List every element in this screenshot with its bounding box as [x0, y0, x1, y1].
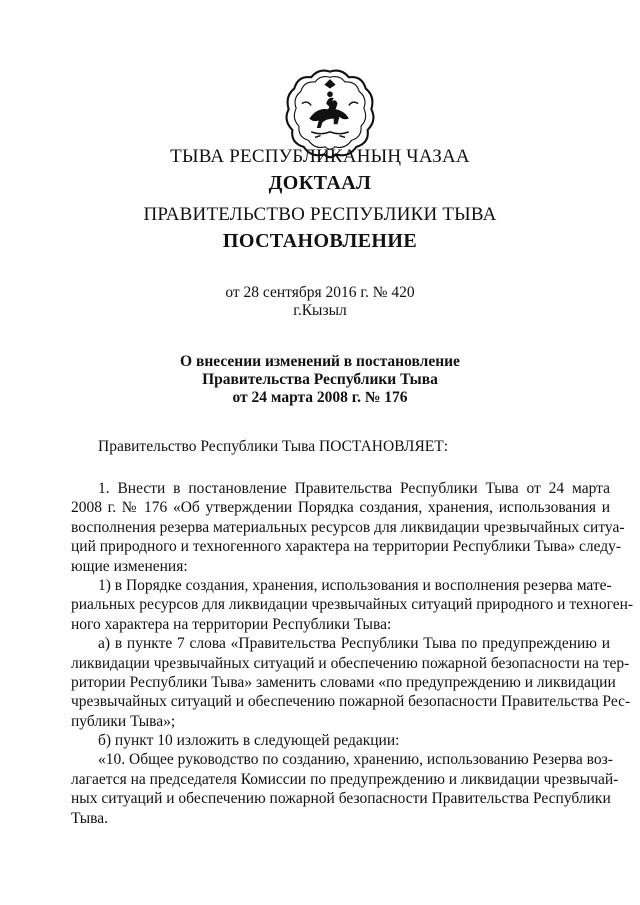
title-line: О внесении изменений в постановление [180, 353, 460, 370]
body-line: лагается на председателя Комиссии по предупреждению и ликвидации чрезвычай- [71, 770, 619, 788]
body-line: ций природного и техногенного характера на территории Республики Тыва» следу- [71, 538, 622, 556]
document-title [0, 353, 640, 407]
body-line: риальных ресурсов для ликвидации чрезвычайных ситуаций природного и техноген- [71, 596, 634, 614]
body-line: б) пункт 10 изложить в следующей редакции: [98, 732, 400, 750]
body-line: ликвидации чрезвычайных ситуаций и обеспечению пожарной безопасности на тер- [71, 654, 630, 672]
body-line: ных ситуаций и обеспечению пожарной безопасности Правительства Республики [71, 790, 611, 808]
body-line: публики Тыва»; [71, 712, 176, 730]
resolution-intro [98, 437, 610, 456]
body-line: восполнения резерва материальных ресурсов для ликвидации чрезвычайных ситуа- [71, 518, 625, 536]
body-line: ющие изменения: [71, 557, 188, 575]
russian-document-type: ПОСТАНОВЛЕНИЕ [222, 230, 418, 252]
tuva-document-type: ДОКТААЛ [268, 172, 372, 194]
body-line: Правительство Республики Тыва ПОСТАНОВЛЯЕТ: [98, 438, 449, 455]
body-line: 1. Внести в постановление Правительства Республики Тыва от 24 марта [98, 480, 610, 497]
russian-government-name: ПРАВИТЕЛЬСТВО РЕСПУБЛИКИ ТЫВА [143, 204, 497, 225]
body-line: а) в пункте 7 слова «Правительства Республики Тыва по предупреждению и [98, 635, 610, 653]
body-line: 1) в Порядке создания, хранения, использования и восполнения резерва мате- [98, 576, 612, 594]
document-city: г.Кызыл [293, 302, 347, 319]
body-line: «10. Общее руководство по созданию, хранению, использованию Резерва воз- [98, 751, 613, 769]
body-line: 2008 г. № 176 «Об утверждении Порядка создания, хранения, использования и [71, 499, 610, 517]
title-line: от 24 марта 2008 г. № 176 [232, 389, 408, 406]
body-line: ритории Республики Тыва» заменить словами «по предупреждению и ликвидации [71, 673, 616, 691]
body-line: Тыва. [71, 809, 108, 827]
document-date-number: от 28 сентября 2016 г. № 420 [225, 284, 415, 301]
resolution-body [71, 479, 634, 828]
body-line: чрезвычайных ситуаций и обеспечению пожарной безопасности Правительства Рес- [71, 693, 631, 711]
tuva-government-name: ТЫВА РЕСПУБЛИКАНЫҢ ЧАЗАА [170, 146, 470, 167]
title-line: Правительства Республики Тыва [202, 371, 438, 388]
body-line: ного характера на территории Республики Тыва: [71, 615, 392, 633]
